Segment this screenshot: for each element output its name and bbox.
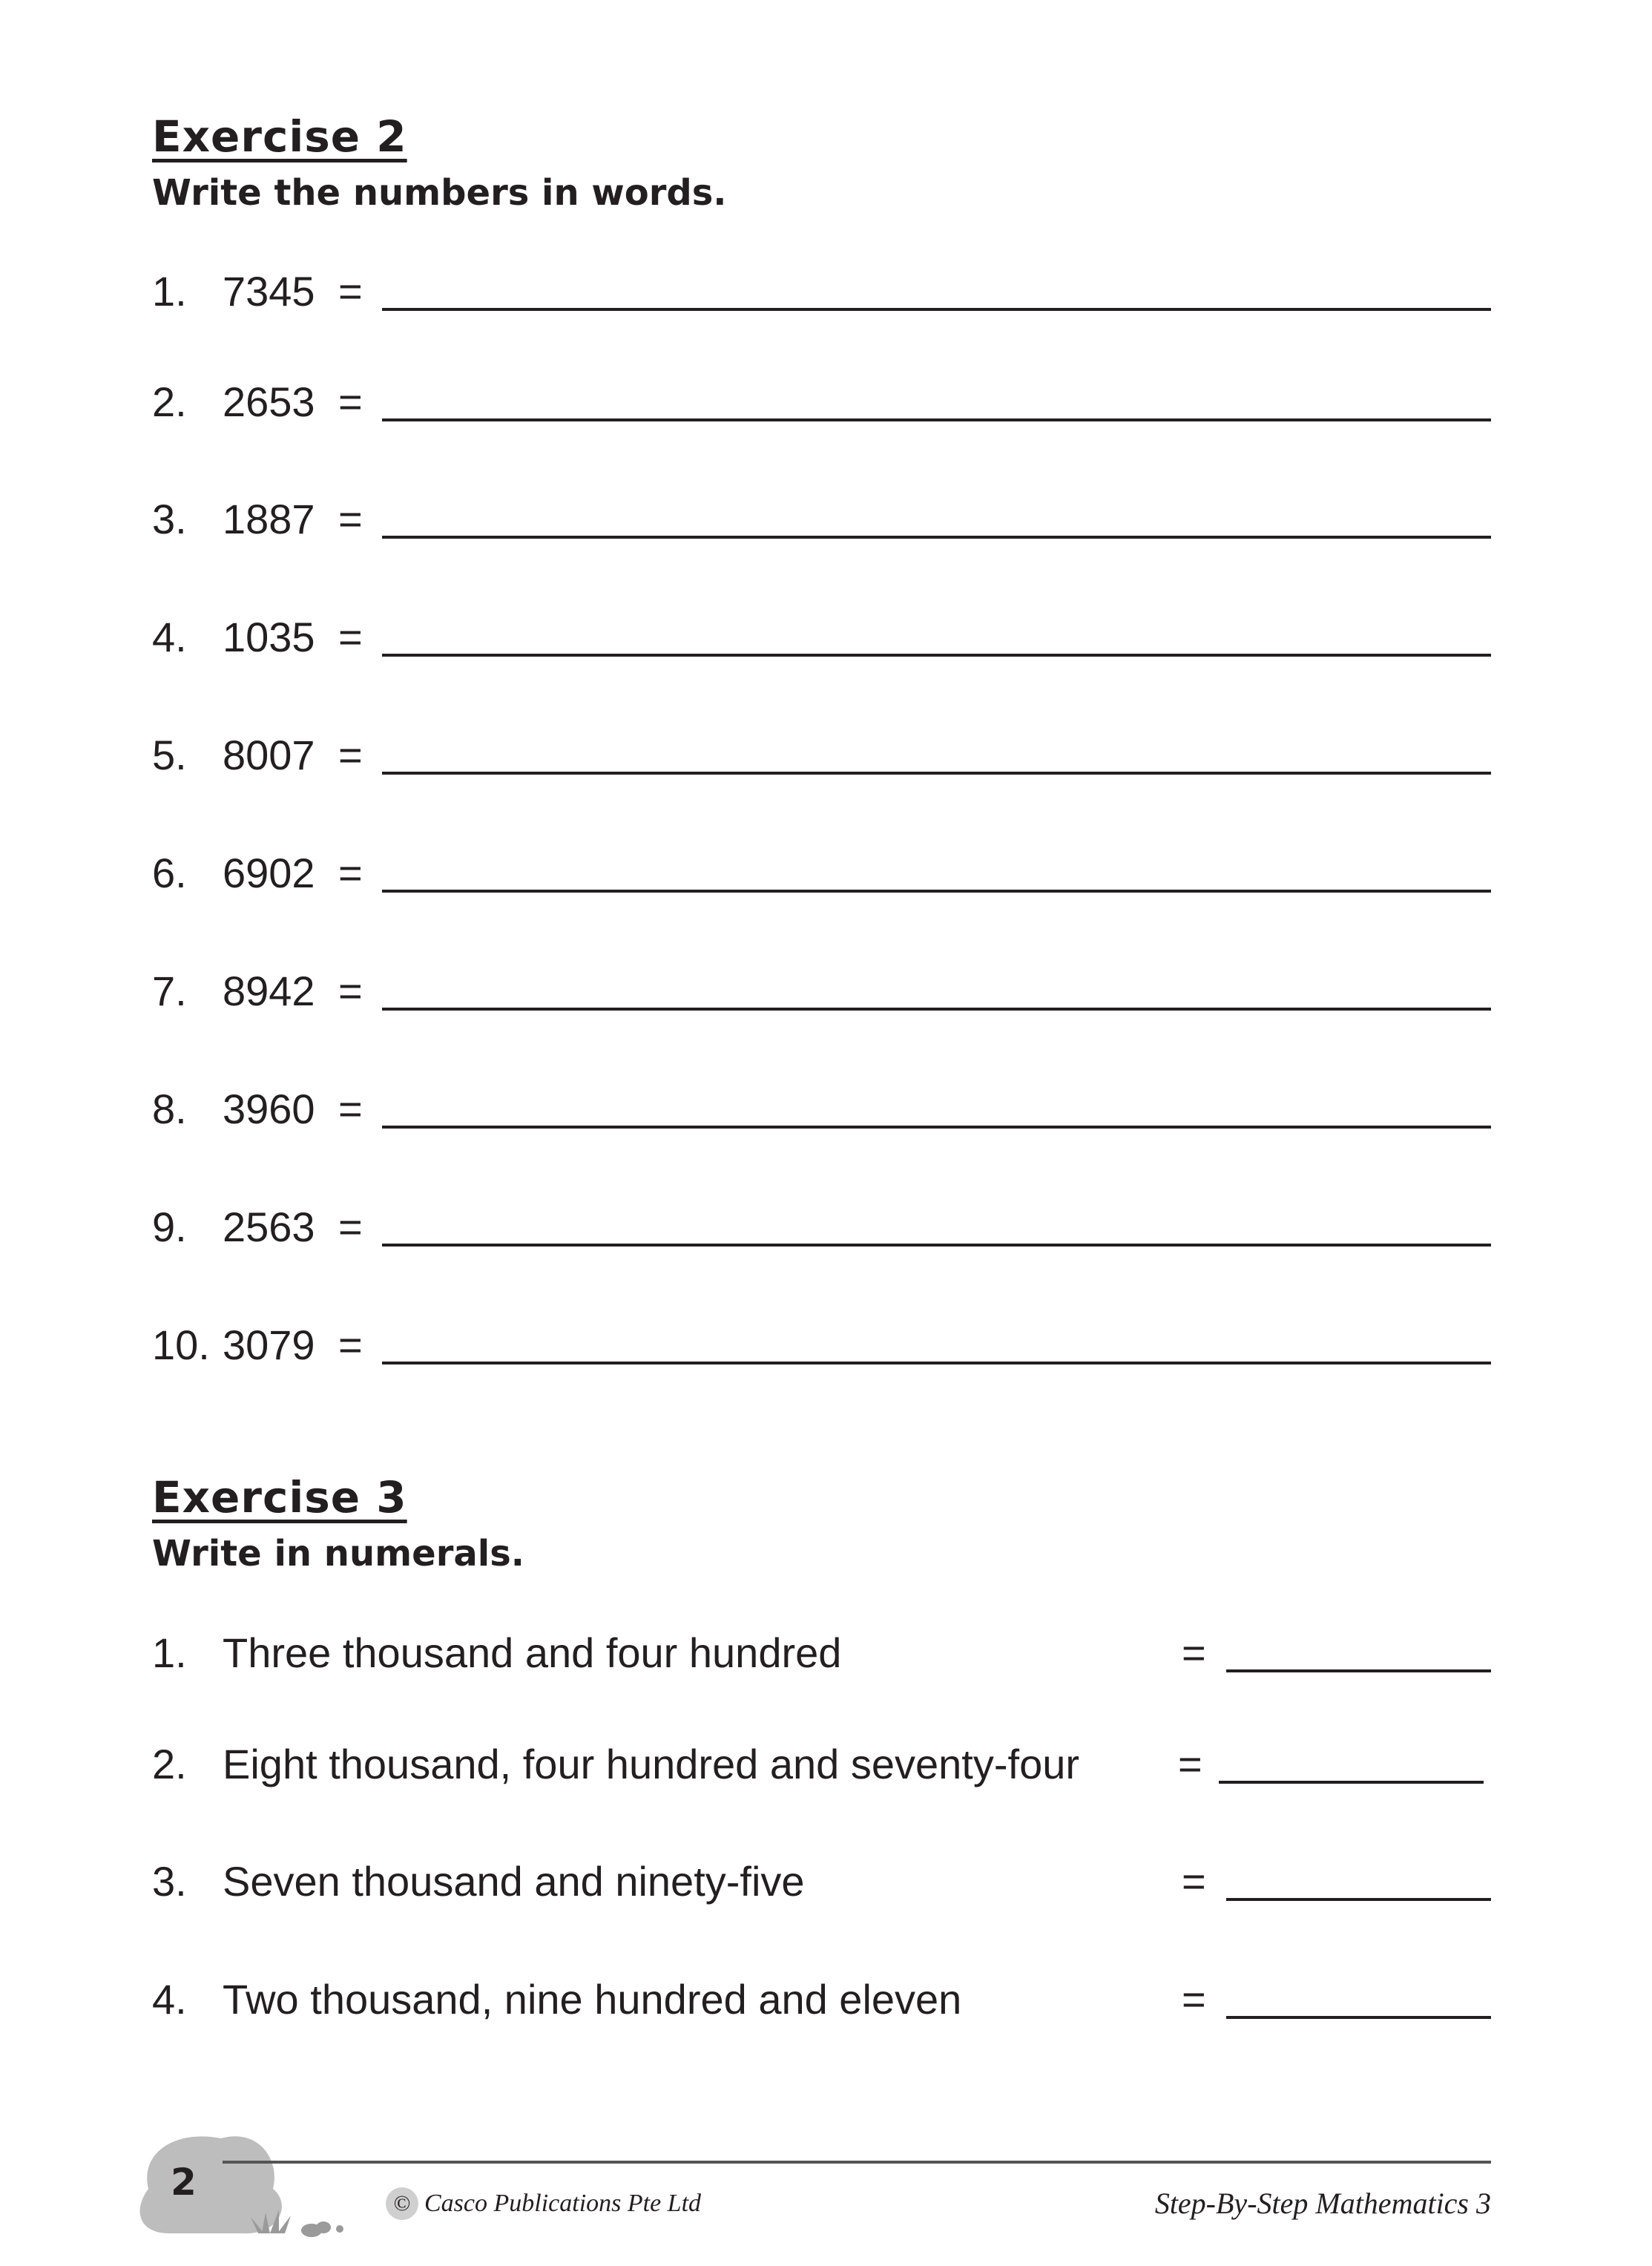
item-number: 8. [152,1086,187,1132]
equals-sign: = [338,614,363,660]
item-value: 8942 [223,968,315,1014]
answer-blank[interactable] [1226,1669,1491,1672]
item-number: 1. [152,1629,187,1676]
answer-blank[interactable] [382,418,1491,421]
equals-sign: = [1182,1858,1206,1905]
equals-sign: = [338,268,363,315]
copyright-icon: © [386,2187,418,2220]
item-value: 3960 [223,1086,315,1132]
answer-blank[interactable] [382,890,1491,893]
item-number: 5. [152,732,187,778]
answer-blank[interactable] [382,772,1491,775]
answer-blank[interactable] [382,308,1491,311]
exercise-3-item [0,1961,1652,2023]
equals-sign: = [338,732,363,778]
publisher-name: Casco Publications Pte Ltd [424,2190,702,2217]
equals-sign: = [338,496,363,542]
answer-blank[interactable] [382,1362,1491,1364]
item-number: 3. [152,496,187,542]
item-number: 2. [152,1741,187,1787]
item-value: 1035 [223,614,315,660]
equals-sign: = [338,1086,363,1132]
exercise-3-title: Exercise 3 [152,1472,407,1523]
item-number: 9. [152,1203,187,1250]
exercise-2-title: Exercise 2 [152,111,407,162]
answer-blank[interactable] [1219,1781,1484,1784]
exercise-2-item [0,953,1652,1012]
exercise-2-item [0,1307,1652,1366]
answer-blank[interactable] [382,654,1491,657]
answer-blank[interactable] [382,1008,1491,1011]
footer-divider [223,2161,1491,2164]
item-value: 8007 [223,732,315,778]
book-title: Step-By-Step Mathematics 3 [1154,2187,1491,2220]
equals-sign: = [338,968,363,1014]
item-value: 2563 [223,1203,315,1250]
answer-blank[interactable] [1226,2016,1491,2019]
exercise-2-item [0,253,1652,315]
item-value: 1887 [223,496,315,542]
item-number: 4. [152,1976,187,2023]
item-number: 2. [152,378,187,425]
equals-sign: = [338,1321,363,1368]
exercise-2-item [0,1189,1652,1248]
answer-blank[interactable] [382,536,1491,539]
exercise-2-item [0,481,1652,540]
item-number: 3. [152,1858,187,1905]
exercise-2-instruction: Write the numbers in words. [152,172,727,214]
item-value: 2653 [223,378,315,425]
exercise-2-item [0,717,1652,776]
exercise-2-item [0,835,1652,894]
exercise-3-item [0,1726,1652,1785]
item-value: 6902 [223,850,315,896]
page-number: 2 [171,2161,197,2204]
equals-sign: = [1182,1976,1206,2023]
exercise-3-instruction: Write in numerals. [152,1533,525,1574]
item-value: 7345 [223,268,315,315]
item-text: Three thousand and four hundred [223,1629,842,1676]
answer-blank[interactable] [1226,1898,1491,1901]
answer-blank[interactable] [382,1126,1491,1129]
exercise-2-item [0,364,1652,423]
answer-blank[interactable] [382,1244,1491,1247]
equals-sign: = [338,378,363,425]
item-number: 4. [152,614,187,660]
exercise-3-item [0,1615,1652,1674]
item-text: Seven thousand and ninety-five [223,1858,805,1905]
equals-sign: = [338,1203,363,1250]
exercise-2-item [0,599,1652,658]
equals-sign: = [1178,1741,1202,1787]
equals-sign: = [338,850,363,896]
item-number: 7. [152,968,187,1014]
copyright-notice [386,2187,701,2220]
item-text: Eight thousand, four hundred and seventy-four [223,1741,1079,1787]
item-text: Two thousand, nine hundred and eleven [223,1976,962,2023]
item-value: 3079 [223,1321,315,1368]
equals-sign: = [1182,1629,1206,1676]
item-number: 10. [152,1321,210,1368]
exercise-3-item [0,1843,1652,1905]
item-number: 6. [152,850,187,896]
item-number: 1. [152,268,187,315]
exercise-2-item [0,1071,1652,1130]
